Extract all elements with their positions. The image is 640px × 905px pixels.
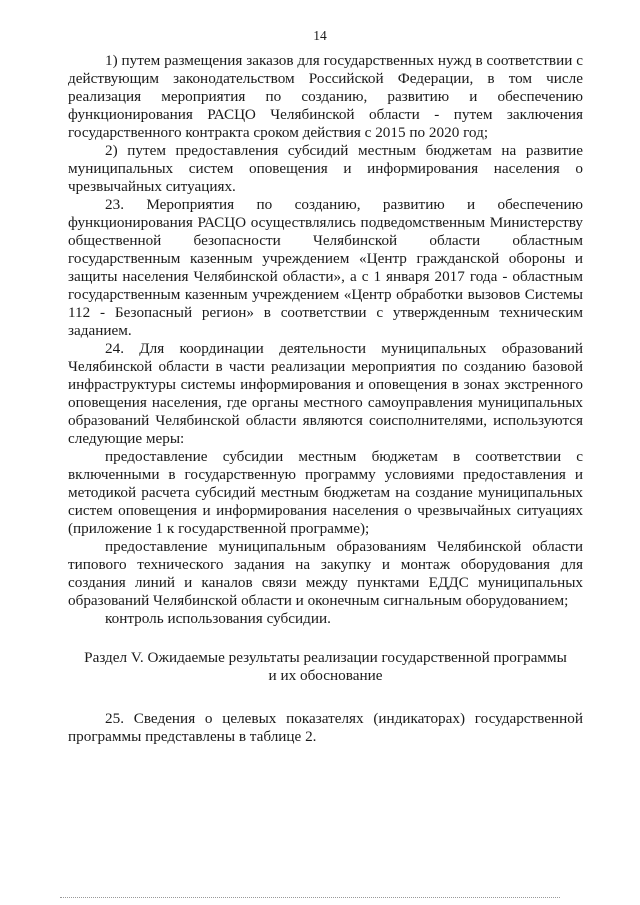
paragraph-23: 23. Мероприятия по созданию, развитию и обеспечению функционирования РАСЦО осуществлялись подведомственным Министерству общественной безопасности Челябинской области областным государственным казенным учреждением «Центр гражданской обороны и защиты населения Челябинской области», а с 1 января 2017 года - областным государственным казенным учреждением «Центр обработки вызовов Системы 112 - Безопасный регион» в соответствии с утвержденным техническим заданием. <box>68 196 583 339</box>
paragraph-24: 24. Для координации деятельности муниципальных образований Челябинской области в части реализации мероприятия по созданию базовой инфраструктуры системы информирования и оповещения в зонах экстренного оповещения населения, где органы местного самоуправления муниципальных образований Челябинской области являются соисполнителями, используются следующие меры: <box>68 340 583 447</box>
measure-technical-spec: предоставление муниципальным образованиям Челябинской области типового технического задания на закупку и монтаж оборудования для создания линий и каналов связи между пунктами ЕДДС муниципальных образований Челябинской области и оконечным сигнальным оборудованием; <box>68 538 583 609</box>
page-bottom-edge <box>60 897 560 898</box>
document-body <box>68 52 583 746</box>
paragraph-25: 25. Сведения о целевых показателях (индикаторах) государственной программы представлены в таблице 2. <box>68 710 583 745</box>
section-heading <box>68 649 583 685</box>
measure-control: контроль использования субсидии. <box>105 610 331 627</box>
section-heading-line-2: и их обоснование <box>268 667 383 684</box>
measure-subsidies: предоставление субсидии местным бюджетам в соответствии с включенными в государственную программу условиями предоставления и методикой расчета субсидий местным бюджетам на создание муниципальных систем оповещения и информирования населения о чрезвычайных ситуациях (приложение 1 к государственной программе); <box>68 448 583 537</box>
paragraph-item-1: 1) путем размещения заказов для государственных нужд в соответствии с действующим законодательством Российской Федерации, в том числе реализация мероприятия по созданию, развитию и обеспечению функционирования РАСЦО Челябинской области - путем заключения государственного контракта сроком действия с 2015 по 2020 год; <box>68 52 583 141</box>
page-number: 14 <box>313 28 327 43</box>
section-heading-line-1: Раздел V. Ожидаемые результаты реализации государственной программы <box>84 649 567 666</box>
paragraph-item-2: 2) путем предоставления субсидий местным бюджетам на развитие муниципальных систем оповещения и информирования населения о чрезвычайных ситуациях. <box>68 142 583 195</box>
